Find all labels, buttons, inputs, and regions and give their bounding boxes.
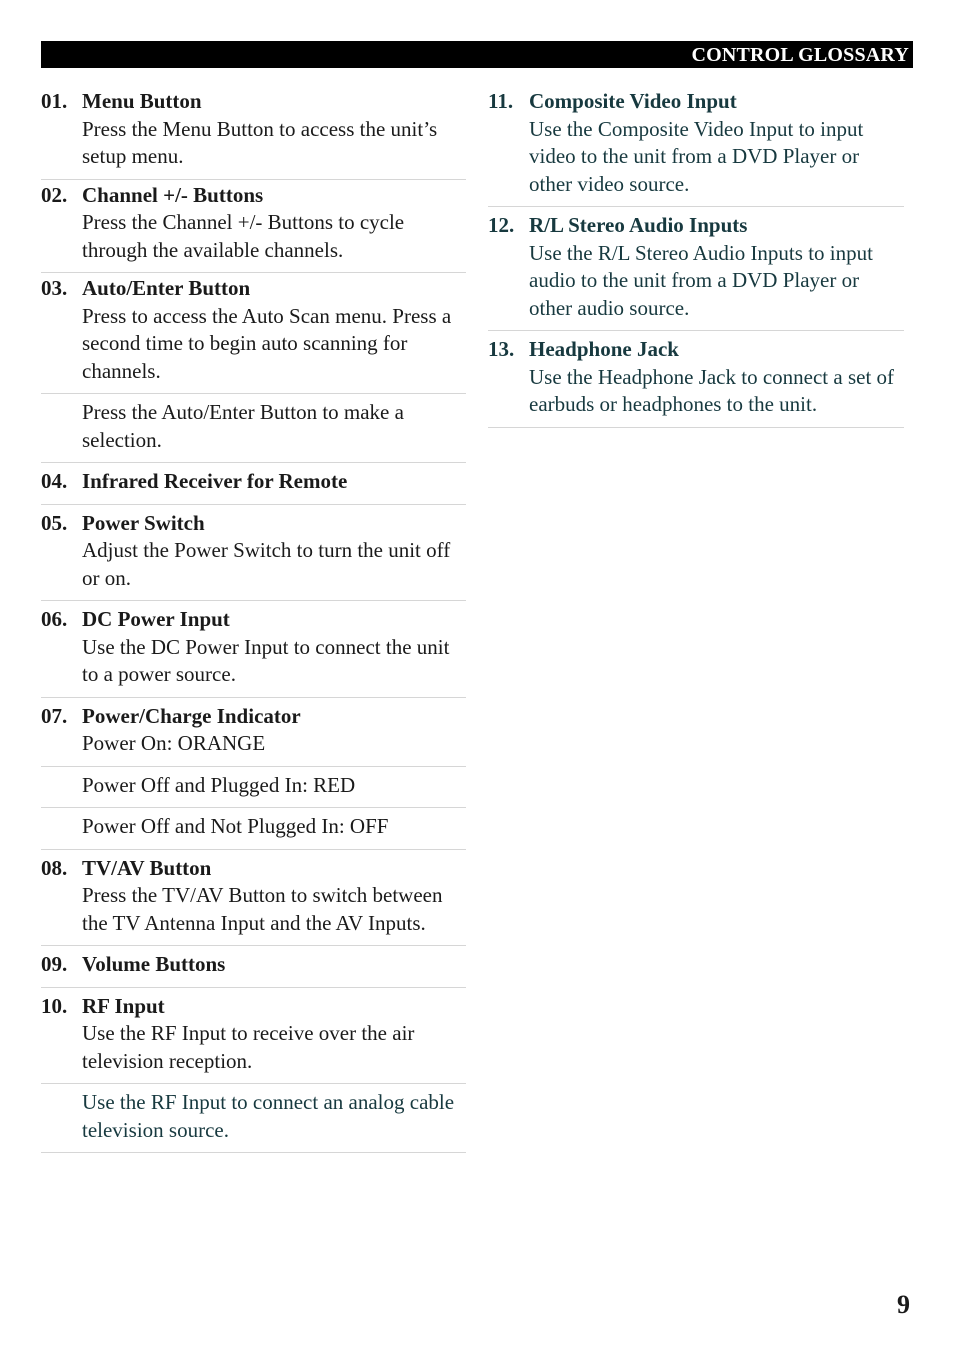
glossary-entry-02 bbox=[41, 180, 466, 274]
entry-title: Volume Buttons bbox=[82, 952, 226, 976]
entry-text: Press the TV/AV Button to switch between the TV Antenna Input and the AV Inputs. bbox=[82, 883, 443, 935]
glossary-entry-10-cont bbox=[41, 1084, 466, 1153]
entry-title: Auto/Enter Button bbox=[82, 276, 251, 300]
entry-number: 08. bbox=[41, 855, 68, 880]
entry-title: Headphone Jack bbox=[529, 337, 679, 361]
glossary-left-column bbox=[41, 86, 466, 1153]
glossary-entry-04 bbox=[41, 463, 466, 505]
entry-number: 03. bbox=[41, 276, 68, 300]
entry-title: Channel +/- Buttons bbox=[82, 182, 264, 207]
entry-number: 07. bbox=[41, 703, 68, 728]
entry-title: Composite Video Input bbox=[529, 89, 737, 113]
entry-text: Use the DC Power Input to connect the unit to a power source. bbox=[82, 634, 450, 686]
entry-text: Press the Auto/Enter Button to make a selection. bbox=[82, 400, 404, 452]
entry-text: Power Off and Not Plugged In: OFF bbox=[82, 814, 389, 838]
entry-text: Use the RF Input to connect an analog cable television source. bbox=[82, 1090, 455, 1142]
entry-number: 06. bbox=[41, 607, 68, 631]
entry-number bbox=[41, 399, 82, 454]
entry-title: Infrared Receiver for Remote bbox=[82, 469, 348, 493]
glossary-entry-03 bbox=[41, 273, 466, 394]
glossary-entry-12 bbox=[488, 207, 904, 331]
entry-text: Use the Composite Video Input to input video to the unit from a DVD Player or other video source. bbox=[529, 116, 864, 196]
entry-title: Power Switch bbox=[82, 510, 205, 535]
entry-title: RF Input bbox=[82, 993, 165, 1018]
entry-title: Menu Button bbox=[82, 89, 202, 113]
entry-number: 04. bbox=[41, 469, 68, 493]
glossary-entry-13 bbox=[488, 331, 904, 428]
entry-number bbox=[41, 1089, 82, 1144]
glossary-entry-07-red bbox=[41, 767, 466, 809]
glossary-entry-08 bbox=[41, 850, 466, 947]
glossary-entry-07 bbox=[41, 698, 466, 767]
entry-text: Press to access the Auto Scan menu. Press a second time to begin auto scanning for channels. bbox=[82, 303, 452, 383]
entry-text: Use the R/L Stereo Audio Inputs to input audio to the unit from a DVD Player or other audio source. bbox=[529, 240, 873, 320]
entry-title: TV/AV Button bbox=[82, 855, 212, 880]
glossary-entry-01 bbox=[41, 86, 466, 180]
header-bar bbox=[41, 41, 913, 68]
entry-number: 10. bbox=[41, 993, 68, 1018]
entry-number: 09. bbox=[41, 952, 68, 976]
glossary-entry-11 bbox=[488, 86, 904, 207]
entry-number: 12. bbox=[488, 213, 515, 237]
entry-text: Use the Headphone Jack to connect a set of earbuds or headphones to the unit. bbox=[529, 364, 895, 416]
entry-number: 13. bbox=[488, 337, 515, 361]
entry-text: Adjust the Power Switch to turn the unit off or on. bbox=[82, 538, 451, 590]
page-number: 9 bbox=[897, 1290, 910, 1319]
glossary-entry-05 bbox=[41, 505, 466, 602]
glossary-entry-03-cont bbox=[41, 394, 466, 463]
entry-number bbox=[41, 772, 82, 800]
entry-text: Press the Menu Button to access the unit’s setup menu. bbox=[82, 116, 438, 168]
glossary-right-column bbox=[488, 86, 904, 428]
entry-number: 11. bbox=[488, 89, 514, 113]
glossary-entry-09 bbox=[41, 946, 466, 988]
entry-text: Press the Channel +/- Buttons to cycle through the available channels. bbox=[82, 210, 405, 262]
entry-title: DC Power Input bbox=[82, 607, 230, 631]
entry-title: Power/Charge Indicator bbox=[82, 703, 301, 728]
entry-number bbox=[41, 813, 82, 841]
entry-number: 05. bbox=[41, 510, 68, 535]
glossary-entry-06 bbox=[41, 601, 466, 698]
entry-text: Power Off and Plugged In: RED bbox=[82, 772, 356, 797]
entry-text: Use the RF Input to receive over the air television reception. bbox=[82, 1021, 415, 1073]
glossary-entry-07-off bbox=[41, 808, 466, 850]
page-title: CONTROL GLOSSARY bbox=[691, 44, 909, 66]
entry-title: R/L Stereo Audio Inputs bbox=[529, 213, 748, 237]
entry-number: 02. bbox=[41, 182, 68, 207]
entry-number: 01. bbox=[41, 89, 68, 113]
glossary-entry-10 bbox=[41, 988, 466, 1085]
entry-text: Power On: ORANGE bbox=[82, 731, 266, 755]
